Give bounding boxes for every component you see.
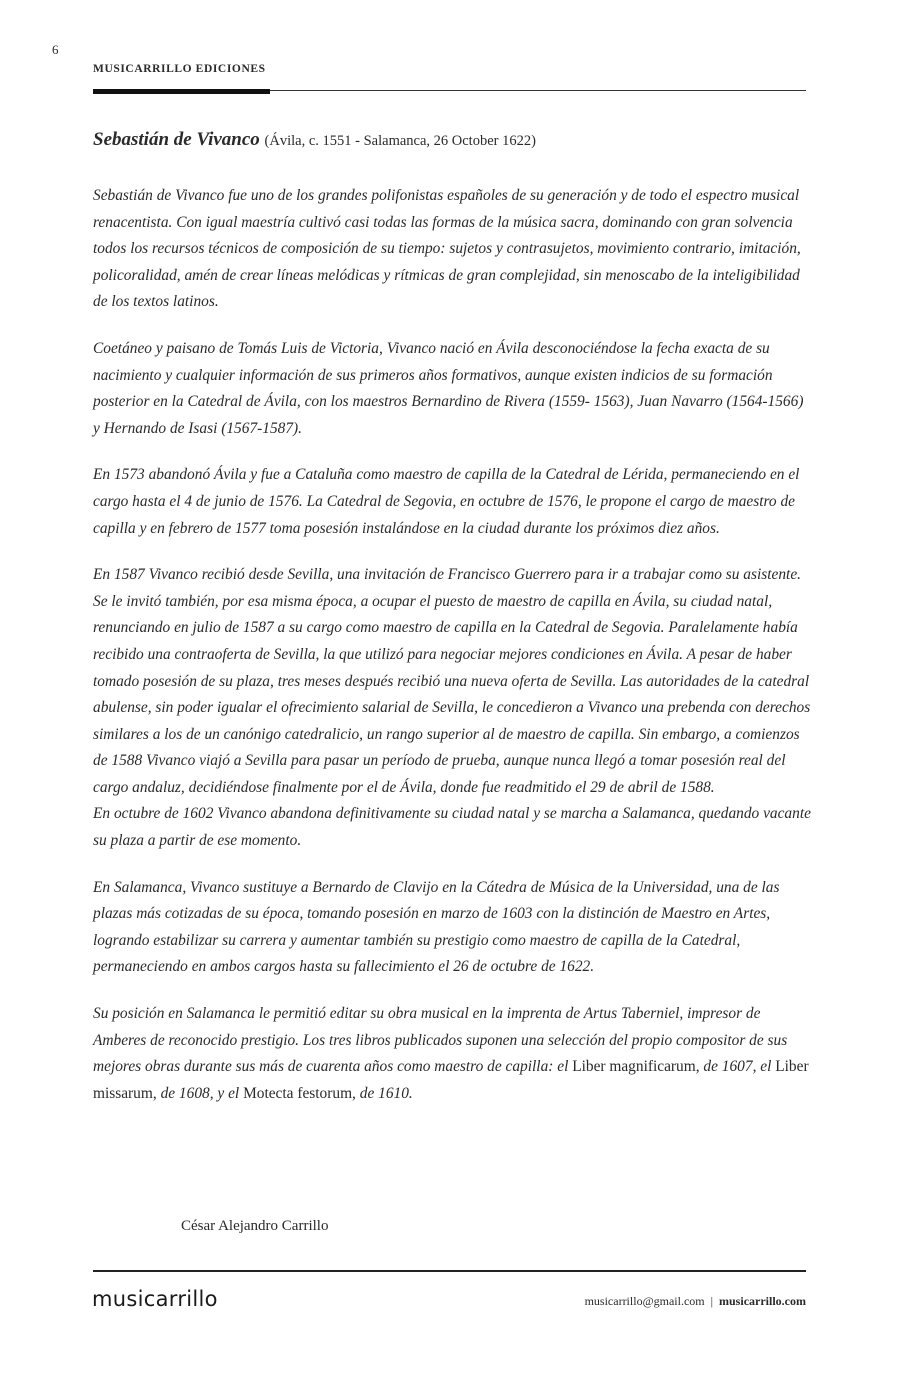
paragraph-5: En octubre de 1602 Vivanco abandona definitivamente su ciudad natal y se marcha a Salamanca, quedando vacante su plaza a partir de ese momento. <box>93 805 811 850</box>
paragraph-4: En 1587 Vivanco recibió desde Sevilla, una invitación de Francisco Guerrero para ir a trabajar como su asistente. Se le invitó también, por esa misma época, a ocupar el puesto de maestro de capilla en Ávila, su ciudad natal, renunciando en julio de 1587 a su cargo como maestro de capilla en la Catedral de Segovia. Paralelamente había recibido una contraoferta de Sevilla, la que utilizó para negociar mejores condiciones en Ávila. A pesar de haber tomado posesión de su plaza, tres meses después recibió una nueva oferta de Sevilla. Las autoridades de la catedral abulense, sin poder igualar el ofrecimiento salarial de Sevilla, le concedieron a Vivanco una prebenda con derechos similares a los de un canónigo catedralicio, un rango superior al de maestro de capilla. Sin embargo, a comienzos de 1588 Vivanco viajó a Sevilla para pasar un período de prueba, aunque nunca llegó a tomar posesión real del cargo andaluz, decidiéndose finalmente por el de Ávila, donde fue readmitido el 29 de abril de 1588. <box>93 566 811 796</box>
book-title-missarum: Liber missarum, <box>93 1058 809 1102</box>
page-heading <box>93 129 808 151</box>
year-1608: de 1608, y el <box>160 1084 240 1102</box>
paragraph-7-intro: Su posición en Salamanca le permitió editar su obra musical en la imprenta de Artus Taberniel, impresor de Amberes de reconocido prestigio. Los tres libros publicados suponen una selección del propio compositor de sus mejores obras durante sus más de cuarenta años como maestro de capilla: el <box>93 1005 788 1076</box>
composer-dates: (Ávila, c. 1551 - Salamanca, 26 October 1622) <box>264 133 536 149</box>
page-number: 6 <box>52 42 59 57</box>
contact-separator: | <box>710 1294 714 1308</box>
paragraph-2: Coetáneo y paisano de Tomás Luis de Victoria, Vivanco nació en Ávila desconociéndose la fecha exacta de su nacimiento y cualquier información de sus primeros años formativos, aunque existen indicios de su formación posterior en la Catedral de Ávila, con los maestros Bernardino de Rivera (1559- 1563), Juan Navarro (1564-1566) y Hernando de Isasi (1567-1587). <box>93 339 804 437</box>
author-signature: César Alejandro Carrillo <box>181 1218 329 1234</box>
composer-name: Sebastián de Vivanco <box>93 129 260 150</box>
contact-email[interactable]: musicarrillo@gmail.com <box>584 1294 705 1308</box>
musicarrillo-logo: musicarrillo <box>92 1287 218 1311</box>
biography-body <box>93 183 813 1127</box>
paragraph-3: En 1573 abandonó Ávila y fue a Cataluña como maestro de capilla de la Catedral de Lérida, permaneciendo en el cargo hasta el 4 de junio de 1576. La Catedral de Segovia, en octubre de 1576, le propone el cargo de maestro de capilla y en febrero de 1577 toma posesión instalándose en la ciudad durante los próximos diez años. <box>93 466 800 537</box>
book-title-motecta: Motecta festorum, <box>243 1084 356 1102</box>
book-title-magnificarum: Liber magnificarum, <box>572 1058 700 1076</box>
publisher-name: MUSICARRILLO EDICIONES <box>93 63 266 75</box>
footer-contact <box>585 1294 806 1309</box>
paragraph-1: Sebastián de Vivanco fue uno de los grandes polifonistas españoles de su generación y de todo el espectro musical renacentista. Con igual maestría cultivó casi todas las formas de la música sacra, dominando con gran solvencia todos los recursos técnicos de composición de su tiempo: sujetos y contrasujetos, movimiento contrario, imitación, policoralidad, amén de crear líneas melódicas y rítmicas de gran complejidad, sin menoscabo de la inteligibilidad de los textos latinos. <box>93 187 801 311</box>
year-1607: de 1607, el <box>703 1058 772 1076</box>
paragraph-7 <box>93 1001 813 1107</box>
header-rule-accent <box>93 89 270 94</box>
year-1610: de 1610. <box>359 1084 413 1102</box>
contact-website[interactable]: musicarrillo.com <box>719 1294 806 1308</box>
footer-rule <box>93 1270 806 1272</box>
paragraph-6: En Salamanca, Vivanco sustituye a Bernardo de Clavijo en la Cátedra de Música de la Universidad, una de las plazas más cotizadas de su época, tomando posesión en marzo de 1603 con la distinción de Maestro en Artes, logrando estabilizar su carrera y aumentar también su prestigio como maestro de capilla de la Catedral, permaneciendo en ambos cargos hasta su fallecimiento el 26 de octubre de 1622. <box>93 878 780 976</box>
